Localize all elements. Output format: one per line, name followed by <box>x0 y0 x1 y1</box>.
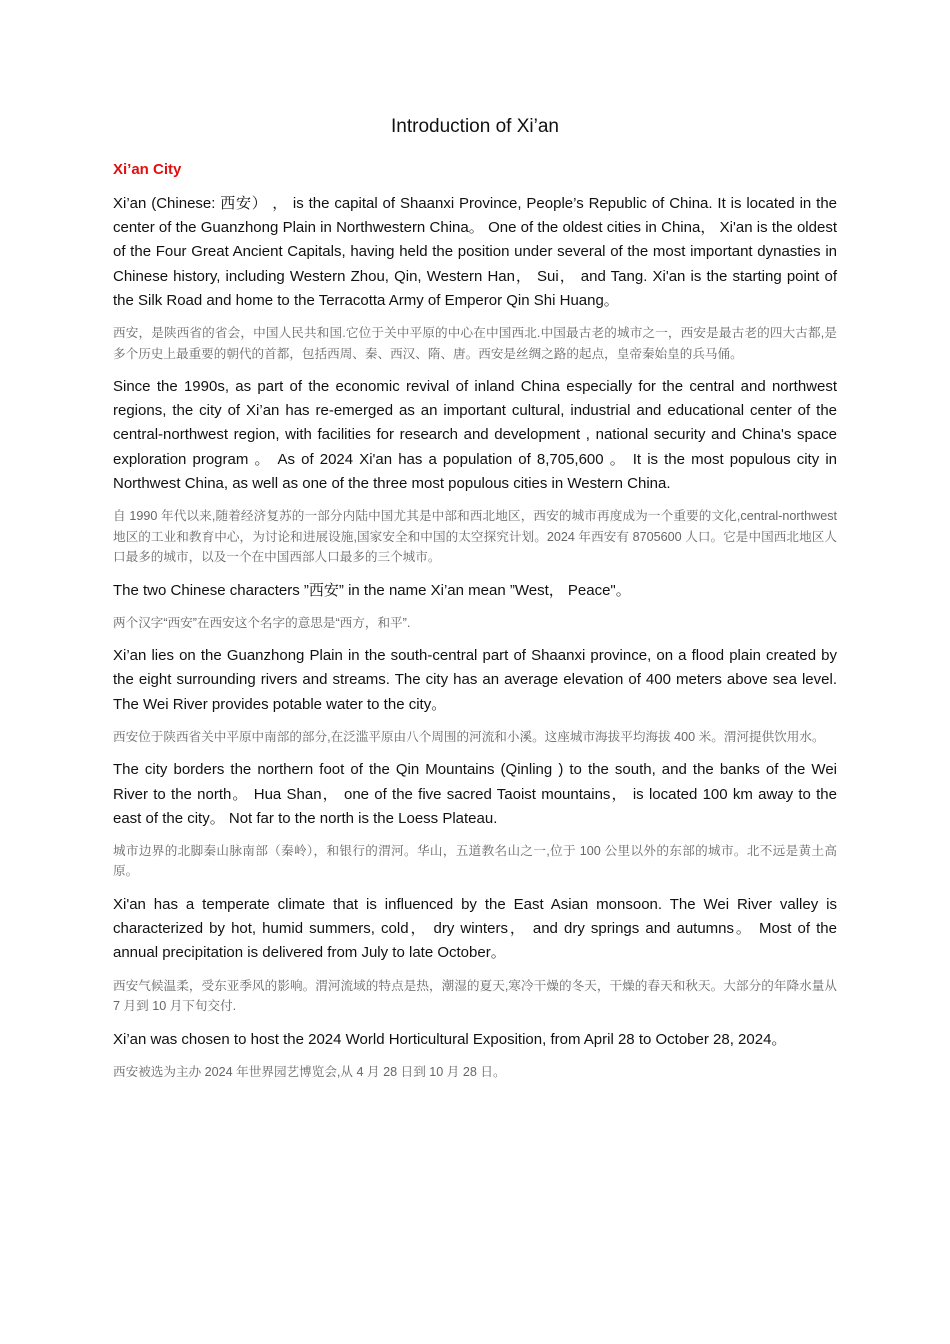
chinese-paragraph-7: 西安被选为主办 2024 年世界园艺博览会,从 4 月 28 日到 10 月 28 日。 <box>113 1064 506 1079</box>
chinese-paragraph-3: 两个汉字“西安”在西安这个名字的意思是“西方，和平”. <box>113 615 411 630</box>
english-paragraph-1: Xi’an (Chinese: 西安） ， is the capital of Shaanxi Province, People’s Republic of China. It is located in the center of the Guanzhong Plain in Northwestern China。 One of the oldest cities in China， Xi'an is the oldest of the Four Great Ancient Capitals, having held the position under several of the most important dynasties in Chinese history, including Western Zhou, Qin, Western Han， Sui， and Tang. Xi'an is the starting point of the Silk Road and home to the Terracotta Army of Emperor Qin Shi Huang。 <box>113 195 837 309</box>
document-page <box>113 113 837 1093</box>
chinese-paragraph-5: 城市边界的北脚秦山脉南部（秦岭），和银行的渭河。华山，五道教名山之一,位于 100 公里以外的东部的城市。北不远是黄土高原。 <box>113 843 837 879</box>
chinese-paragraph-1: 西安，是陕西省的省会，中国人民共和国.它位于关中平原的中心在中国西北.中国最古老的城市之一，西安是最古老的四大古都,是多个历史上最重要的朝代的首都，包括西周、秦、西汉、隋、唐。西安是丝绸之路的起点，皇帝秦始皇的兵马俑。 <box>113 326 837 361</box>
english-paragraph-5: The city borders the northern foot of the Qin Mountains (Qinling ) to the south, and the banks of the Wei River to the north。 Hua Shan， one of the five sacred Taoist mountains， is located 100 km away to the east of the city。 Not far to the north is the Loess Plateau. <box>113 761 837 827</box>
english-paragraph-6: Xi'an has a temperate climate that is influenced by the East Asian monsoon. The Wei River valley is characterized by hot, humid summers, cold， dry winters， and dry springs and autumns。 Most of the annual precipitation is delivered from July to late October。 <box>113 895 837 962</box>
english-paragraph-3: The two Chinese characters ”西安” in the name Xi’an mean ”West， Peace"。 <box>113 581 631 599</box>
document-title: Introduction of Xi’an <box>391 116 559 137</box>
english-paragraph-4: Xi’an lies on the Guanzhong Plain in the south-central part of Shaanxi province, on a flood plain created by the eight surrounding rivers and streams. The city has an average elevation of 400 meters above sea level. The Wei River provides potable water to the city。 <box>113 647 837 713</box>
english-paragraph-2: Since the 1990s, as part of the economic revival of inland China especially for the central and northwest regions, the city of Xi’an has re-emerged as an important cultural, industrial and educational center of the central-northwest region, with facilities for research and development , national security and China's space exploration program 。 As of 2024 Xi'an has a population of 8,705,600 。 It is the most populous city in Northwest China, as well as one of the three most populous cities in Western China. <box>113 378 837 492</box>
chinese-paragraph-6: 西安气候温柔，受东亚季风的影响。渭河流域的特点是热，潮湿的夏天,寒冷干燥的冬天，干燥的春天和秋天。大部分的年降水量从 7 月到 10 月下旬交付. <box>113 978 837 1014</box>
english-paragraph-7: Xi’an was chosen to host the 2024 World Horticultural Exposition, from April 28 to October 28, 2024。 <box>113 1030 787 1048</box>
chinese-paragraph-4: 西安位于陕西省关中平原中南部的部分,在泛滥平原由八个周围的河流和小溪。这座城市海拔平均海拔 400 米。渭河提供饮用水。 <box>113 729 825 744</box>
section-heading: Xi’an City <box>113 161 182 178</box>
chinese-paragraph-2: 自 1990 年代以来,随着经济复苏的一部分内陆中国尤其是中部和西北地区，西安的城市再度成为一个重要的文化,central-northwest 地区的工业和教育中心，为讨论和进展设施,国家安全和中国的太空探究计划。2024 年西安有 8705600 人口。它是中国西北地区人口最多的城市，以及一个在中国西部人口最多的三个城市。 <box>113 509 837 565</box>
